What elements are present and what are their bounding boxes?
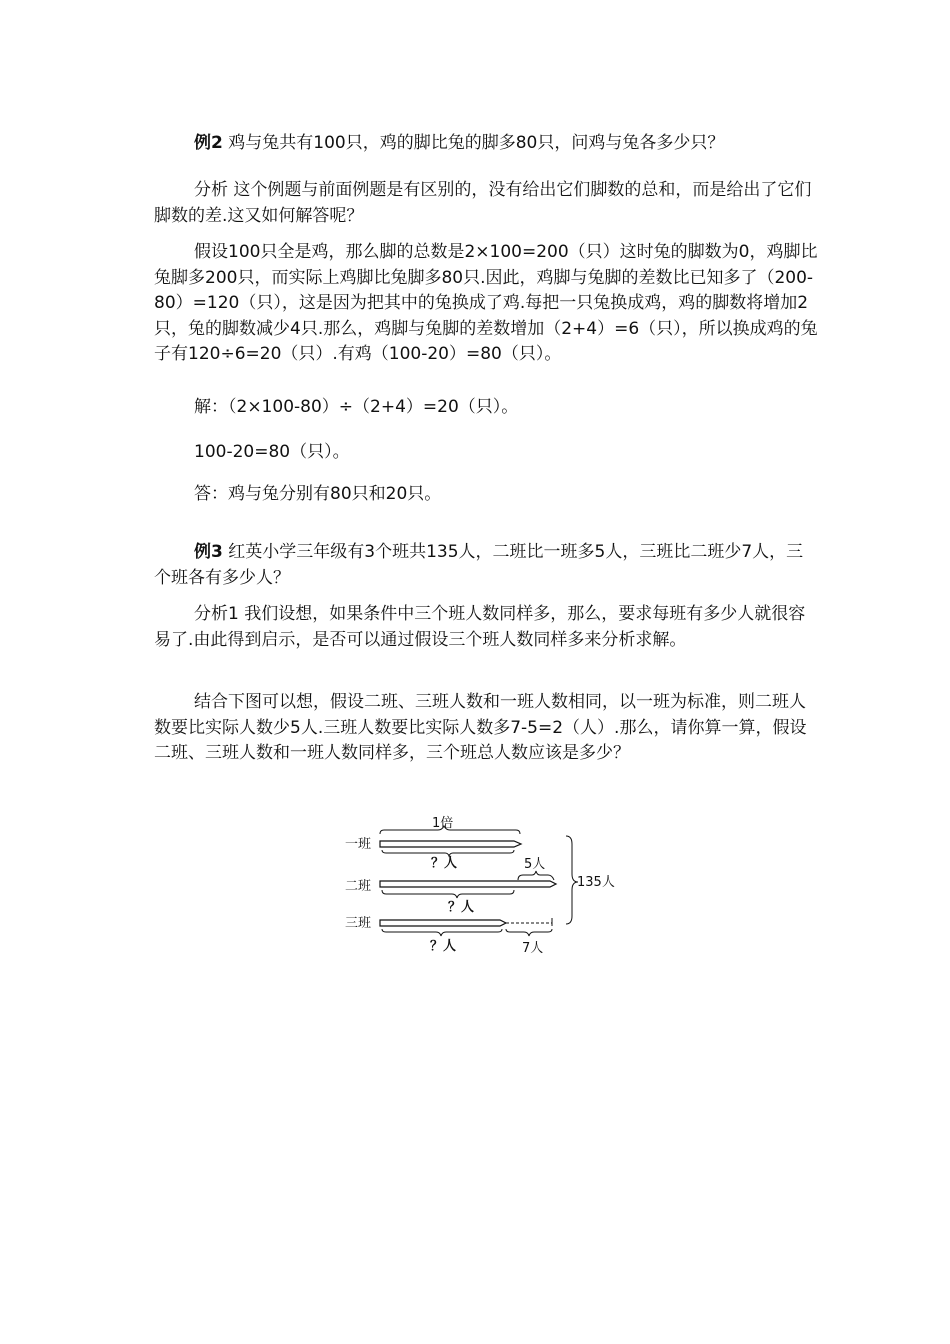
example3-label: 例3 bbox=[194, 542, 223, 562]
extra5-label: 5人 bbox=[524, 857, 546, 872]
example2-answer: 答：鸡与兔分别有80只和20只。 bbox=[194, 484, 442, 504]
extra5-brace bbox=[518, 871, 554, 880]
class3-unknown: ？人 bbox=[430, 939, 457, 954]
class1-label: 一班 bbox=[345, 837, 372, 852]
class-size-diagram bbox=[340, 810, 630, 960]
example2-solution: 解：（2×100-80）÷（2+4）=20（只）。 bbox=[194, 397, 519, 417]
example2-label: 例2 bbox=[194, 133, 223, 153]
example2-reasoning: 假设100只全是鸡，那么脚的总数是2×100=200（只）这时兔的脚数为0，鸡脚比兔脚多200只，而实际上鸡脚比兔脚多80只.因此，鸡脚与兔脚的差数比已知多了（200-80）=120（只），这是因为把其中的兔换成了鸡.每把一只兔换成鸡，鸡的脚数将增加2只，兔的脚数减少4只.那么，鸡脚与兔脚的差数增加（2+4）=6（只），所以换成鸡的兔子有120÷6=20（只）.有鸡（100-20）=80（只）。 bbox=[154, 242, 818, 364]
example3-reasoning: 结合下图可以想，假设二班、三班人数和一班人数相同，以一班为标准，则二班人数要比实际人数少5人.三班人数要比实际人数多7-5=2（人）.那么，请你算一算，假设二班、三班人数和一班人数同样多，三个班总人数应该是多少？ bbox=[154, 692, 807, 763]
class1-unknown: ？人 bbox=[431, 856, 458, 871]
one-times-label: 1倍 bbox=[432, 816, 454, 831]
class2-bar bbox=[380, 881, 556, 887]
class3-brace bbox=[382, 929, 502, 936]
example2-step2: 100-20=80（只）。 bbox=[194, 442, 350, 462]
class2-label: 二班 bbox=[345, 879, 372, 894]
class2-brace bbox=[382, 890, 514, 898]
example2-question bbox=[154, 131, 820, 157]
less7-label: 7人 bbox=[522, 941, 544, 956]
example3-question-text: 红英小学三年级有3个班共135人，二班比一班多5人，三班比二班少7人，三个班各有多少人？ bbox=[154, 542, 804, 588]
class3-bar bbox=[380, 920, 506, 926]
example2-analysis: 分析 这个例题与前面例题是有区别的，没有给出它们脚数的总和，而是给出了它们脚数的差.这又如何解答呢？ bbox=[154, 180, 812, 226]
class2-unknown: ？人 bbox=[448, 900, 475, 915]
class3-label: 三班 bbox=[345, 916, 372, 931]
class1-bar bbox=[380, 841, 521, 847]
example2-question-text: 鸡与兔共有100只，鸡的脚比兔的脚多80只，问鸡与兔各多少只？ bbox=[222, 133, 725, 153]
total-label: 135人 bbox=[577, 875, 615, 890]
less7-brace bbox=[506, 929, 552, 936]
example3-analysis: 分析1 我们设想，如果条件中三个班人数同样多，那么，要求每班有多少人就很容易了.由此得到启示，是否可以通过假设三个班人数同样多来分析求解。 bbox=[154, 604, 806, 650]
example3-question bbox=[154, 540, 820, 591]
